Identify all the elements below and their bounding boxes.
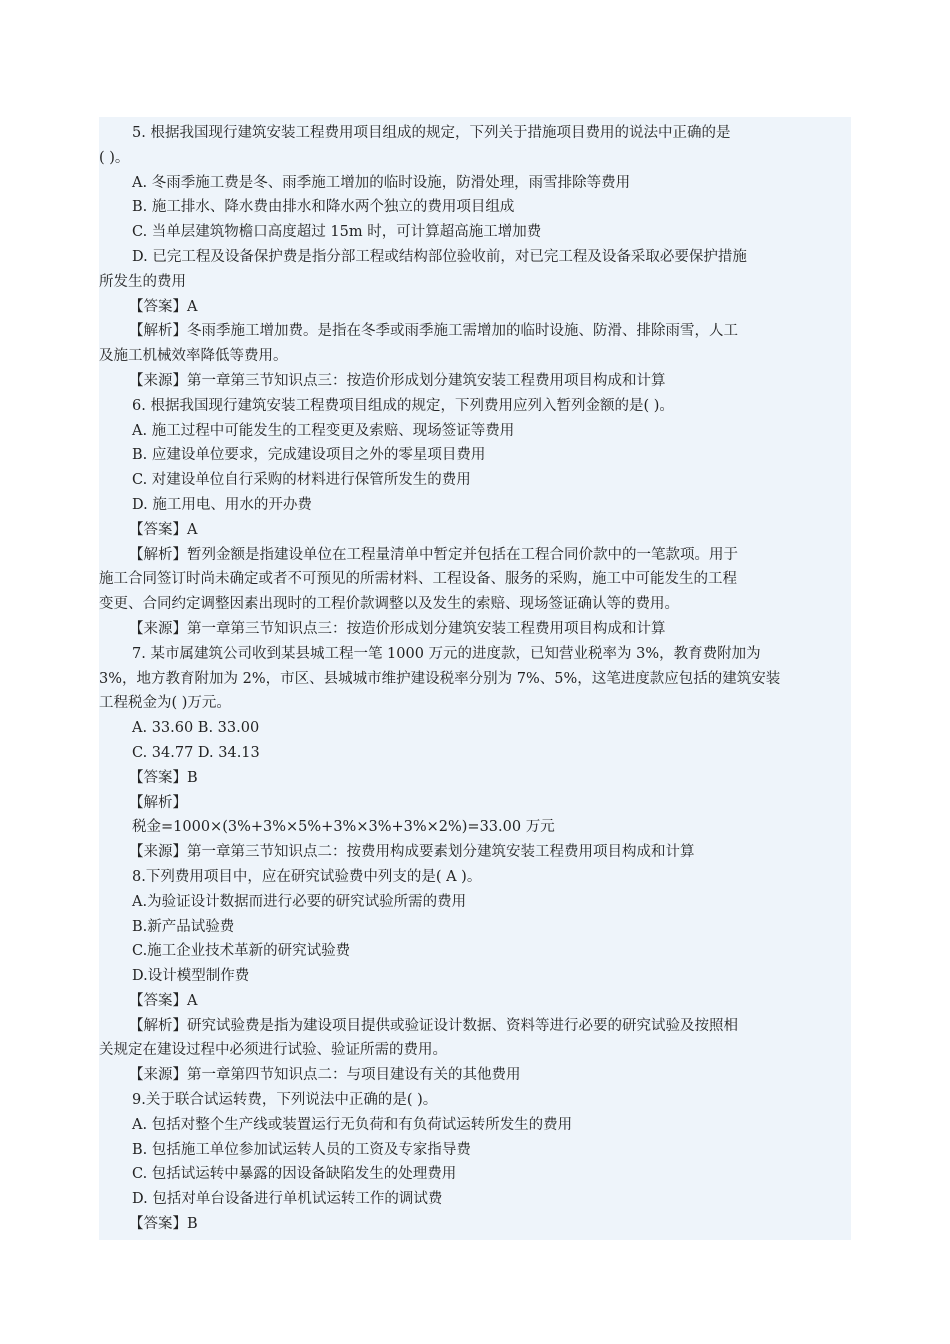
text-line: 【答案】A: [129, 521, 198, 538]
document-body: [99, 117, 851, 1240]
text-line: 6. 根据我国现行建筑安装工程费项目组成的规定，下列费用应列入暂列金额的是( )。: [132, 397, 674, 414]
text-line: A. 冬雨季施工费是冬、雨季施工增加的临时设施，防滑处理，雨雪排除等费用: [132, 174, 631, 191]
text-line: 【解析】暂列金额是指建设单位在工程量清单中暂定并包括在工程合同价款中的一笔款项。用于: [129, 546, 738, 563]
text-line: 施工合同签订时尚未确定或者不可预见的所需材料、工程设备、服务的采购，施工中可能发生的工程: [99, 571, 737, 588]
text-line: ( )。: [99, 149, 130, 166]
text-line: D. 包括对单台设备进行单机试运转工作的调试费: [132, 1191, 443, 1208]
text-line: 税金=1000×(3%+3%×5%+3%×3%+3%×2%)=33.00 万元: [132, 819, 555, 836]
text-line: 【答案】B: [129, 1216, 198, 1233]
text-line: D. 已完工程及设备保护费是指分部工程或结构部位验收前，对已完工程及设备采取必要保护措施: [132, 248, 747, 265]
text-line: 7. 某市属建筑公司收到某县城工程一笔 1000 万元的进度款，已知营业税率为 3%，教育费附加为: [132, 645, 761, 662]
text-line: 所发生的费用: [99, 273, 186, 290]
text-line: 【来源】第一章第三节知识点三：按造价形成划分建筑安装工程费用项目构成和计算: [129, 372, 666, 389]
text-line: B. 应建设单位要求，完成建设项目之外的零星项目费用: [132, 447, 486, 464]
text-line: A. 包括对整个生产线或装置运行无负荷和有负荷试运转所发生的费用: [132, 1116, 573, 1133]
text-line: 【解析】研究试验费是指为建设项目提供或验证设计数据、资料等进行必要的研究试验及按照相: [129, 1017, 738, 1034]
text-line: 关规定在建设过程中必须进行试验、验证所需的费用。: [99, 1042, 447, 1059]
text-line: A. 33.60 B. 33.00: [132, 720, 260, 737]
text-line: C. 对建设单位自行采购的材料进行保管所发生的费用: [132, 472, 471, 489]
text-line: 9.关于联合试运转费，下列说法中正确的是( )。: [132, 1092, 438, 1109]
text-line: 3%，地方教育附加为 2%，市区、县城城市维护建设税率分别为 7%、5%，这笔进度款应包括的建筑安装: [99, 670, 781, 687]
text-line: 【答案】A: [129, 298, 198, 315]
text-line: B.新产品试验费: [132, 918, 235, 935]
text-line: 【来源】第一章第四节知识点二：与项目建设有关的其他费用: [129, 1067, 521, 1084]
text-line: 及施工机械效率降低等费用。: [99, 348, 288, 365]
text-line: D.设计模型制作费: [132, 968, 250, 985]
text-line: A.为验证设计数据而进行必要的研究试验所需的费用: [132, 893, 467, 910]
text-line: 【解析】冬雨季施工增加费。是指在冬季或雨季施工需增加的临时设施、防滑、排除雨雪，人工: [129, 323, 738, 340]
text-line: 【来源】第一章第三节知识点二：按费用构成要素划分建筑安装工程费用项目构成和计算: [129, 844, 695, 861]
text-line: 【答案】B: [129, 769, 198, 786]
text-line: D. 施工用电、用水的开办费: [132, 496, 312, 513]
text-line: B. 施工排水、降水费由排水和降水两个独立的费用项目组成: [132, 199, 515, 216]
text-line: C. 包括试运转中暴露的因设备缺陷发生的处理费用: [132, 1166, 457, 1183]
text-line: 5. 根据我国现行建筑安装工程费用项目组成的规定，下列关于措施项目费用的说法中正确的是: [132, 125, 731, 141]
text-line: B. 包括施工单位参加试运转人员的工资及专家指导费: [132, 1141, 471, 1158]
text-line: A. 施工过程中可能发生的工程变更及索赔、现场签证等费用: [132, 422, 515, 439]
text-line: 工程税金为( )万元。: [99, 695, 231, 712]
text-line: 【解析】: [129, 794, 187, 811]
text-line: C. 当单层建筑物檐口高度超过 15m 时，可计算超高施工增加费: [132, 224, 542, 241]
text-line: 8.下列费用项目中，应在研究试验费中列支的是( A )。: [132, 868, 482, 885]
text-line: 变更、合同约定调整因素出现时的工程价款调整以及发生的索赔、现场签证确认等的费用。: [99, 596, 679, 613]
text-line: C. 34.77 D. 34.13: [132, 744, 260, 761]
text-line: 【答案】A: [129, 992, 198, 1009]
text-line: 【来源】第一章第三节知识点三：按造价形成划分建筑安装工程费用项目构成和计算: [129, 620, 666, 637]
text-line: C.施工企业技术革新的研究试验费: [132, 943, 351, 960]
